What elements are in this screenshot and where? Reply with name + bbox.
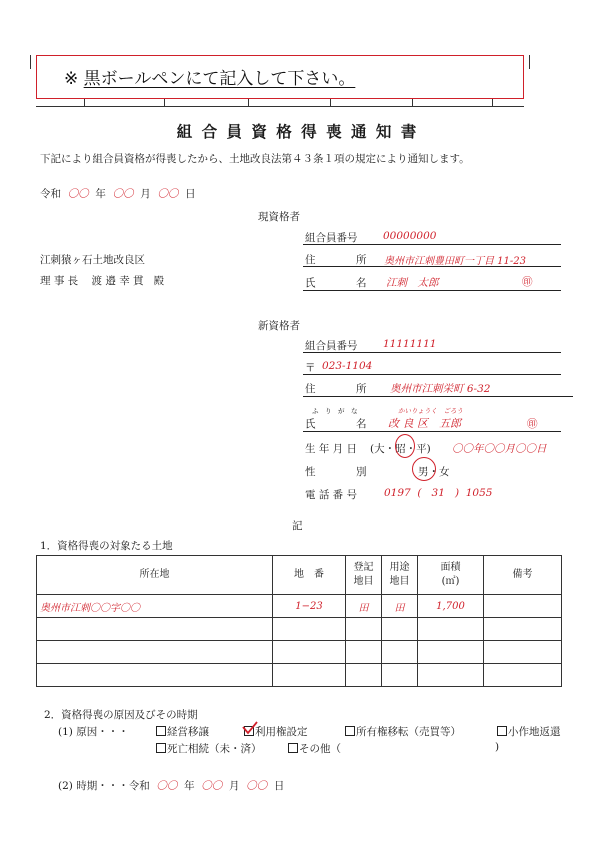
checkbox-other[interactable] (288, 743, 298, 753)
checkbox-inheritance[interactable] (156, 743, 166, 753)
time-month[interactable]: 〇〇 (201, 780, 223, 792)
addressee-line (40, 273, 164, 288)
option-ownership[interactable] (345, 724, 461, 739)
time-month-unit: 月 (228, 780, 240, 792)
gender-male-circle (412, 457, 436, 481)
cell-area[interactable] (418, 641, 484, 664)
current-seal-icon: ㊞ (522, 276, 533, 288)
land-table (36, 555, 562, 687)
cell-location[interactable]: 奥州市江刺〇〇字〇〇 (37, 595, 273, 618)
phone-area: 0197 (384, 487, 411, 499)
option-label: 利用権設定 (255, 726, 308, 738)
new-name[interactable]: 改 良 区 五郎 (388, 417, 461, 430)
current-address-label-a: 住 (305, 254, 316, 266)
cell-remarks[interactable] (484, 641, 562, 664)
table-row (37, 595, 562, 618)
new-birth-eras: (大・昭・平) (370, 443, 431, 455)
col-registered-category: 登記 地目 (346, 556, 382, 595)
cell-area[interactable] (418, 664, 484, 687)
date-era: 令和 (40, 188, 61, 200)
cell-remarks[interactable] (484, 664, 562, 687)
gender-female[interactable]: 女 (439, 466, 450, 478)
new-member-no-line (303, 352, 561, 353)
option-inheritance[interactable] (156, 741, 262, 756)
section2-title: 2．資格得喪の原因及びその時期 (44, 709, 198, 721)
date-month-unit: 月 (140, 188, 151, 200)
cell-use-category[interactable]: 田 (382, 595, 418, 618)
cell-registered-category[interactable] (346, 618, 382, 641)
cell-lot-number[interactable] (273, 618, 346, 641)
option-usage-right[interactable] (244, 724, 308, 739)
option-label: 小作地返還 (508, 726, 561, 738)
new-phone[interactable] (384, 487, 492, 499)
new-gender-label-b: 別 (356, 466, 367, 478)
new-postal-mark: 〒 (305, 362, 316, 374)
date-day: 〇〇 (157, 188, 179, 200)
option-label: 経営移譲 (167, 726, 209, 738)
option-tenancy-return[interactable] (497, 724, 561, 739)
cell-location[interactable] (37, 641, 273, 664)
new-gender-label-a: 性 (305, 466, 316, 478)
banner-instruction: 黒ボールペンにて記入して下さい。 (83, 69, 356, 89)
cause-label: (1) 原因・・・ (58, 726, 129, 738)
new-phone-label: 電 話 番 号 (305, 489, 358, 501)
cell-lot-number[interactable]: 1−23 (273, 595, 346, 618)
new-address-line (303, 396, 573, 397)
new-heading: 新資格者 (258, 320, 300, 332)
banner-tabs (36, 99, 524, 107)
page-title: 組 合 員 資 格 得 喪 通 知 書 (176, 122, 419, 141)
cell-lot-number[interactable] (273, 664, 346, 687)
new-birth-value[interactable]: 〇〇年〇〇月〇〇日 (452, 443, 547, 455)
gender-separator: ・ (428, 466, 439, 478)
cell-area[interactable] (418, 618, 484, 641)
date-year-unit: 年 (95, 188, 106, 200)
current-name[interactable]: 江刺 太郎 (386, 277, 439, 289)
table-row (37, 641, 562, 664)
current-address-line (303, 266, 561, 267)
current-member-no-label: 組合員番号 (305, 232, 358, 244)
option-other[interactable] (288, 741, 341, 756)
time-year-unit: 年 (184, 780, 195, 792)
section1-title: 1．資格得喪の対象たる土地 (40, 540, 173, 552)
cell-location[interactable] (37, 664, 273, 687)
current-member-no-line (303, 244, 561, 245)
current-name-line (303, 290, 561, 291)
intro-text: 下記により組合員資格が得喪したから、土地改良法第４３条１項の規定により通知します。 (40, 153, 470, 165)
option-transfer[interactable] (156, 724, 209, 739)
col-area: 面積 (㎡) (418, 556, 484, 595)
option-label: 死亡相続（未・済） (167, 743, 262, 755)
time-line (58, 778, 284, 793)
new-name-line (303, 431, 561, 432)
addressee-org: 江刺猿ヶ石土地改良区 (40, 254, 145, 266)
cell-use-category[interactable] (382, 641, 418, 664)
ki-mark: 記 (292, 520, 303, 532)
new-name-label-b: 名 (356, 418, 367, 430)
cell-area[interactable]: 1,700 (418, 595, 484, 618)
cell-use-category[interactable] (382, 664, 418, 687)
cell-location[interactable] (37, 618, 273, 641)
col-lot-number: 地 番 (273, 556, 346, 595)
cell-registered-category[interactable] (346, 664, 382, 687)
addressee-honorific: 殿 (153, 275, 165, 287)
current-heading: 現資格者 (258, 211, 300, 223)
cell-use-category[interactable] (382, 618, 418, 641)
current-member-no[interactable]: 00000000 (383, 230, 437, 242)
new-address-label-b: 所 (356, 383, 367, 395)
cell-registered-category[interactable] (346, 641, 382, 664)
time-year[interactable]: 〇〇 (156, 780, 178, 792)
addressee-name: 渡 邉 幸 貫 (91, 275, 144, 287)
checkbox-tenancy-return[interactable] (497, 726, 507, 736)
col-remarks: 備考 (484, 556, 562, 595)
option-label: 所有権移転（売買等） (356, 726, 461, 738)
cell-lot-number[interactable] (273, 641, 346, 664)
time-day-unit: 日 (273, 780, 285, 792)
checkbox-usage-right[interactable] (244, 726, 254, 736)
banner-text (64, 64, 355, 89)
current-name-label-b: 名 (356, 277, 367, 289)
date-month: 〇〇 (112, 188, 134, 200)
cell-registered-category[interactable]: 田 (346, 595, 382, 618)
new-seal-icon: ㊞ (527, 418, 538, 430)
current-name-label-a: 氏 (305, 277, 316, 289)
checkbox-transfer[interactable] (156, 726, 166, 736)
check-mark-icon (242, 721, 258, 735)
new-member-no-label: 組合員番号 (305, 340, 358, 352)
gender-male[interactable]: 男 (418, 466, 429, 478)
checkbox-ownership[interactable] (345, 726, 355, 736)
banner-marker: ※ (64, 69, 79, 89)
current-address[interactable]: 奥州市江刺豊田町一丁目 11-23 (384, 256, 527, 267)
date-day-unit: 日 (185, 188, 196, 200)
new-birth-label: 生 年 月 日 (305, 443, 358, 455)
new-furigana-label: ふ り が な (312, 407, 358, 415)
land-table-header (37, 556, 562, 595)
option-label: その他（ (299, 743, 341, 755)
col-use-category: 用途 地目 (382, 556, 418, 595)
new-postal-line (303, 374, 561, 375)
new-address[interactable]: 奥州市江刺栄町 6-32 (390, 383, 491, 395)
table-row (37, 618, 562, 641)
current-address-label-b: 所 (356, 254, 367, 266)
new-postal[interactable]: 023-1104 (322, 360, 373, 372)
notice-date (40, 186, 196, 201)
phone-number: 1055 (465, 487, 493, 499)
cell-remarks[interactable] (484, 618, 562, 641)
new-address-label-a: 住 (305, 383, 316, 395)
addressee-role: 理 事 長 (40, 275, 79, 287)
time-label: (2) 時期・・・令和 (58, 780, 150, 792)
new-furigana[interactable]: かいりょうく ごろう (398, 407, 463, 415)
new-name-label-a: 氏 (305, 418, 316, 430)
col-location: 所在地 (37, 556, 273, 595)
phone-exchange: 31 (431, 487, 445, 499)
time-day[interactable]: 〇〇 (246, 780, 268, 792)
phone-paren-close: ) (454, 487, 460, 499)
birth-era-circle (395, 434, 415, 458)
new-member-no[interactable]: 11111111 (383, 338, 437, 350)
other-close-paren: ) (495, 741, 500, 753)
date-year: 〇〇 (67, 188, 89, 200)
phone-paren-open: ( (417, 487, 422, 499)
table-row (37, 664, 562, 687)
cell-remarks[interactable] (484, 595, 562, 618)
